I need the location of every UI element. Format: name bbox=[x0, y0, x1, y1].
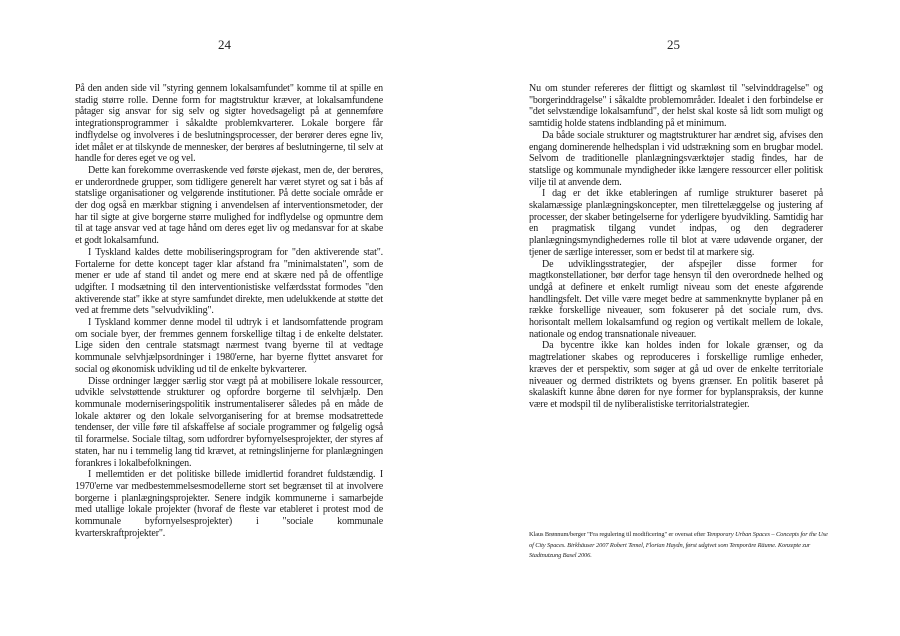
paragraph: I dag er det ikke etableringen af rumlige strukturer baseret på skalamæssige planlægningskoncepter, men tilrettelæggelse og justering af processer, der skaber betingelserne for yderligere byudvikling. Samtidig har en pragmatisk tilgang vundet indpas, og den degraderer planlægningsmyndighedernes rolle til blot at være udøvende organer, der tjener de særlige interesser, som er bedst til at markere sig. bbox=[529, 188, 823, 258]
body-text-column bbox=[75, 83, 383, 539]
paragraph: På den anden side vil "styring gennem lokalsamfundet" komme til at spille en stadig større rolle. Denne form for magtstruktur kræver, at lokalsamfundene påtager sig ansvar for sig selv og sigter hovedsageligt på at gennemføre integrationsprogrammer i såkaldte problemkvarterer. Lokale borgere får indflydelse og involveres i de beslutningsprocesser, der berører deres egne liv, idet målet er at tilskynde de mennesker, der berøres af beslutningerne, til selv at handle for deres eget ve og vel. bbox=[75, 83, 383, 165]
paragraph: Dette kan forekomme overraskende ved første øjekast, men de, der berøres, er underordnede grupper, som tidligere generelt har været styret og sat i bås af statslige organisationer og velgørende institutioner. På dette sociale område er der dog også en mærkbar stigning i anvendelsen af interventionsmetoder, der har til sigte at give borgerne større mulighed for indflydelse og opmuntre dem til at tage ansvar ved at tage hånd om deres eget liv og medansvar for at skabe et godt lokalsamfund. bbox=[75, 164, 383, 247]
paragraph: Disse ordninger lægger særlig stor vægt på at mobilisere lokale ressourcer, udvikle selvstøttende strukturer og opfordre borgerne til selvhjælp. Den kommunale moderniseringspolitik instrumentaliserer således på en måde de lokale aktører og den lokale selvorganisering for at bremse modsatrettede tendenser, der ville føre til afskaffelse af sociale programmer og følgelig også til forarmelse. Sociale tiltag, som udfordrer byfornyelsesprojekter, der styres af staten, har nu i temmelig lang tid krævet, at retningslinjerne for planlægningen forankres i lokalbefolkningen. bbox=[75, 375, 383, 469]
paragraph: I Tyskland kaldes dette mobiliseringsprogram for "den aktiverende stat". Fortalerne for dette koncept tager klar afstand fra "minimalstaten", som de mener er ude af stand til andet og mere end at skære ned på de offentlige udgifter. I modsætning til den interventionistiske velfærdsstat formodes "den aktiverende stat" ikke at styre samfundet direkte, men udelukkende at støtte det ved at fremme dets "selvudvikling". bbox=[75, 246, 383, 317]
page-number: 25 bbox=[667, 37, 680, 52]
paragraph: I mellemtiden er det politiske billede imidlertid forandret fuldstændig. I 1970'erne var medbestemmelsesmodellerne stort set begrænset til at involvere borgerne i planlægningsprojekter. Senere indgik kommunerne i samarbejde med utallige lokale projekter (hvoraf de fleste var etableret i protest mod de kommunale byfornyelsesprojekter) i "sociale kommunale kvarterskraftprojekter". bbox=[75, 469, 383, 539]
paragraph: Da både sociale strukturer og magtstrukturer har ændret sig, afvises den engang dominerende helhedsplan i vid udstrækning som en brugbar model. Selvom de traditionelle planlægningsværktøjer stadig findes, har de statslige og kommunale myndigheder ikke længere ressourcer eller politisk vilje til at anvende dem. bbox=[529, 129, 823, 188]
paragraph: I Tyskland kommer denne model til udtryk i et landsomfattende program om sociale byer, der fremmes gennem forskellige tiltag i de enkelte delstater. Lige siden den centrale statsmagt nærmest tvang byerne til at vedtage kommunale selvhjælpsordninger i 1980'erne, har byerne flyttet ansvaret for social og økonomisk udvikling ud til de enkelte bykvarterer. bbox=[75, 317, 383, 375]
paragraph: Da bycentre ikke kan holdes inden for lokale grænser, og da magtrelationer skabes og reproduceres i forskellige rumlige enheder, kræves der et perspektiv, som søger at gå ud over de enkelte territoriale niveauer og dermed distriktets og byens grænser. En politik baseret på skalaskift kunne åbne døren for nye former for byplanspraksis, der kunne være et modspil til de nyliberalistiske territorialstrategier. bbox=[529, 340, 823, 410]
footnote bbox=[529, 530, 829, 562]
footnote-attribution: Klaus Brønnum/berger "Fra regulering til modificering" er oversat efter bbox=[529, 531, 707, 538]
footnote-source: Temporary Urban Spaces – Concepts for the Use of City Spaces. Birkhäuser 2007 Robert Temel, Florian Haydn, først udgivet som Temporäre Räume. Konzepte zur Stadtnutzung Basel 2006. bbox=[529, 531, 828, 559]
paragraph: Nu om stunder refereres der flittigt og skamløst til "selvinddragelse" og "borgerinddragelse" i såkaldte problemområder. Idealet i den forbindelse er "det selvstændige lokalsamfund", der helst skal koste så lidt som muligt og samtidig holde statens indblanding på et minimum. bbox=[529, 83, 823, 130]
body-text-column bbox=[529, 83, 823, 411]
paragraph: De udviklingsstrategier, der afspejler disse former for magtkonstellationer, bør derfor tage hensyn til den overordnede helhed og undgå at definere et enkelt rumligt niveau som det eneste afgørende handlingsfelt. Det ville være meget bedre at sammenknytte byplaner på en række forskellige niveauer, som fokuserer på det sociale rum, dvs. horisontalt mellem lokalsamfund og region og vertikalt mellem de lokale, nationale og endog transnationale niveauer. bbox=[529, 258, 823, 340]
right-page bbox=[450, 0, 900, 636]
page-number: 24 bbox=[218, 37, 231, 52]
